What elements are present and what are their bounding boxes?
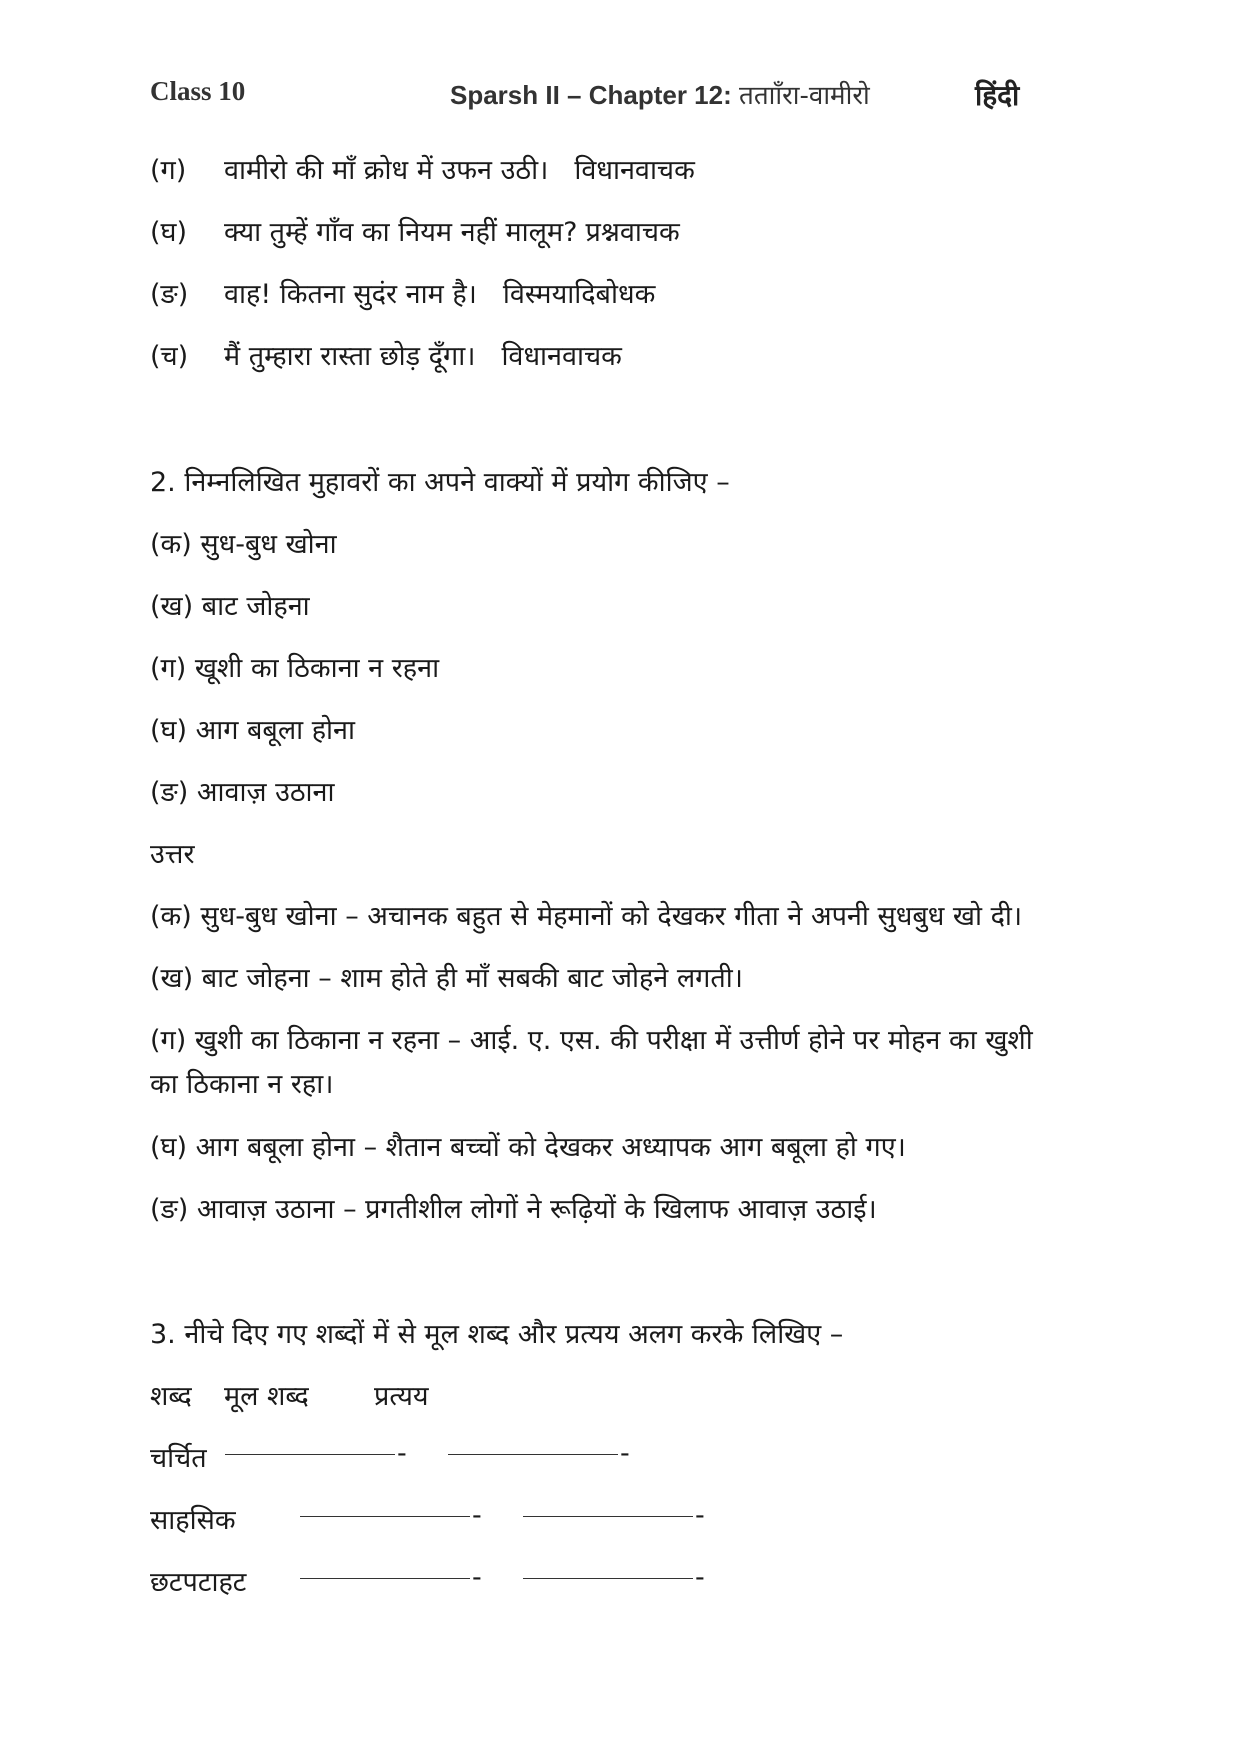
idiom-item: (ग) खूशी का ठिकाना न रहना [150,653,440,684]
sentence-text: मैं तुम्हारा रास्ता छोड़ दूँगा। [224,341,476,372]
blank-dash: - [620,1438,630,1469]
blank-dash: - [397,1438,407,1469]
answer-label: उत्तर [150,839,195,870]
class-label: Class 10 [150,76,246,106]
sentence-type: विस्मयादिबोधक [502,279,656,310]
chapter-title-hindi: ततााँरा-वामीरो [739,81,870,111]
chapter-title-prefix: Sparsh II – Chapter 12: [450,80,732,110]
answer-line: (घ) आग बबूला होना – शैतान बच्चों को देखकर अध्यापक आग बबूला हो गए। [150,1132,906,1163]
answer-blank-root [225,1438,407,1469]
blank-dash: - [472,1562,482,1593]
answer-blank-root [300,1500,482,1531]
sentence-type: प्रश्नवाचक [585,217,680,248]
chapter-title [450,76,870,112]
answer-blank-suffix [523,1562,705,1593]
blank-dash: - [695,1500,705,1531]
word-row [150,1562,246,1599]
sentence-marker: (ङ) [150,279,189,310]
question-2-heading: 2. निम्नलिखित मुहावरों का अपने वाक्यों में प्रयोग कीजिए – [150,467,730,498]
column-header-word: शब्द [150,1381,192,1412]
sentence-marker: (च) [150,341,189,372]
blank-dash: - [695,1562,705,1593]
word-row [150,1438,207,1475]
answer-line: (ङ) आवाज़ उठाना – प्रगतीशील लोगों ने रूढ़ियों के खिलाफ आवाज़ उठाई। [150,1194,877,1225]
answer-line: (ग) खुशी का ठिकाना न रहना – आई. ए. एस. की परीक्षा में उत्तीर्ण होने पर मोहन का खुशी [150,1025,1033,1056]
word-text: चर्चित [150,1443,207,1474]
word-text: साहसिक [150,1505,236,1536]
sentence-item [150,150,695,187]
blank-dash: - [472,1500,482,1531]
sentence-item [150,274,655,311]
sentence-text: क्या तुम्हें गाँव का नियम नहीं मालूम? [224,217,578,248]
answer-blank-suffix [523,1500,705,1531]
idiom-item: (क) सुध-बुध खोना [150,529,337,560]
question-3-heading: 3. नीचे दिए गए शब्दों में से मूल शब्द और प्रत्यय अलग करके लिखिए – [150,1319,844,1350]
answer-line: (ख) बाट जोहना – शाम होते ही माँ सबकी बाट जोहने लगती। [150,963,743,994]
sentence-text: वामीरो की माँ क्रोध में उफन उठी। [224,155,549,186]
answer-line: (क) सुध-बुध खोना – अचानक बहुत से मेहमानों को देखकर गीता ने अपनी सुधबुध खो दी। [150,901,1023,932]
sentence-marker: (घ) [150,217,188,248]
sentence-item [150,336,622,373]
sentence-type: विधानवाचक [574,155,695,186]
word-row [150,1500,236,1537]
column-header-suffix: प्रत्यय [374,1381,429,1412]
subject-label: हिंदी [975,79,1020,112]
sentence-text: वाह! कितना सुदंर नाम है। [224,279,477,310]
word-text: छटपटाहट [150,1567,247,1598]
idiom-item: (ख) बाट जोहना [150,591,310,622]
sentence-marker: (ग) [150,155,187,186]
idiom-item: (ङ) आवाज़ उठाना [150,777,335,808]
sentence-item [150,212,680,249]
sentence-type: विधानवाचक [501,341,622,372]
column-header-root: मूल शब्द [224,1381,309,1412]
answer-line: का ठिकाना न रहा। [150,1069,334,1100]
answer-blank-root [300,1562,482,1593]
idiom-item: (घ) आग बबूला होना [150,715,356,746]
answer-blank-suffix [448,1438,630,1469]
